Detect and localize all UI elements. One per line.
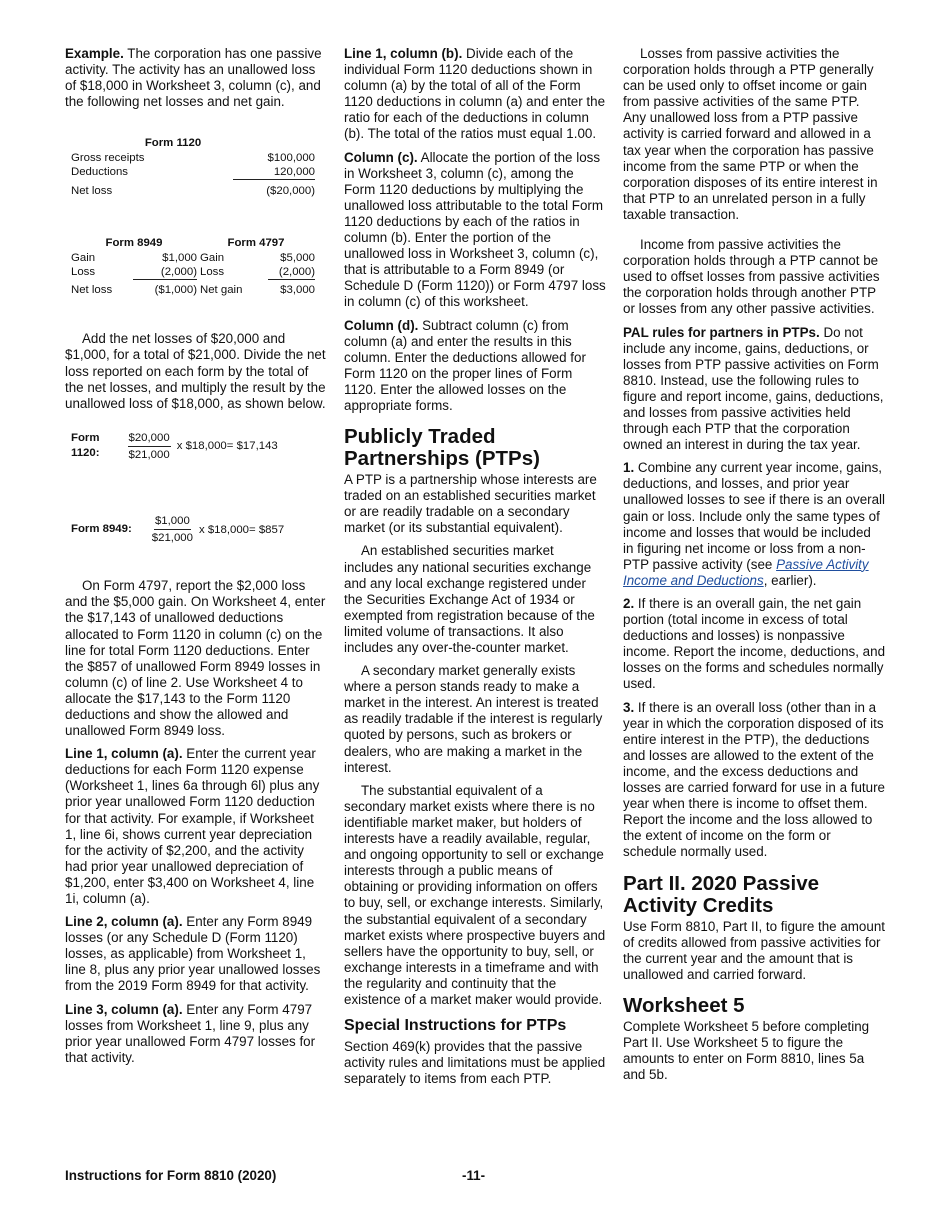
calc-label	[71, 431, 100, 461]
form-1120-table	[71, 136, 315, 198]
form-4797-paragraph: On Form 4797, report the $2,000 loss and the $5,000 gain. On Worksheet 4, enter the $17,143 of unallowed deductions allocated to Form 1120 in column (c) on the line for total Form 1120 deductions. Enter the $857 of unallowed Form 8949 losses in column (c) of line 2. Use Worksheet 4 to allocate the $17,143 to the Form 1120 deductions and show the allowed and unallowed Form 8949 loss.	[65, 578, 326, 739]
numerator: $20,000	[128, 430, 171, 447]
worksheet-5-heading: Worksheet 5	[623, 993, 745, 1017]
column-right	[623, 46, 885, 1090]
table-row	[71, 151, 315, 165]
calc-label-line: Form	[71, 432, 100, 445]
ptp-heading: Publicly Traded Partnerships (PTPs)	[344, 425, 540, 471]
substantial-equivalent-paragraph: The substantial equivalent of a secondary market exists where there is no identifiable market maker, but holders of interests have a readily available, regular, and ongoing opportunity to sell or exchange interests through a public means of obtaining or providing information on offers to buy, sell, or exchange interests. Similarly, the substantial equivalent of a secondary market exists where prospective buyers and sellers have the opportunity to buy, sell, or exchange interests in a timeframe and with the regularity and continuity that the existence of a market maker would provide.	[344, 782, 606, 1007]
passive-activity-income-link[interactable]: Passive Activity Income and Deductions	[623, 556, 869, 588]
table-row	[71, 251, 315, 265]
row-value: (2,000)	[268, 265, 315, 280]
paragraph-text: Combine any current year income, gains, deductions, and losses, and prior year unallowed losses to see if there is an overall gain or loss. Include only the same types of income and losses that would be included in figuring net income or loss from a non-PTP passive activity (see	[623, 460, 886, 572]
ptp-losses-paragraph: Losses from passive activities the corporation holds through a PTP generally can be used only to offset income or gain from passive activities of the same PTP. Any unallowed loss from a PTP passive activity is carried forward and allowed in a tax year when the corporation has passive income from the same PTP or when the corporation disposes of its entire interest in that PTP to an unrelated person in a fully taxable transaction.	[623, 46, 878, 222]
row-label: Net loss	[71, 185, 113, 198]
rule-number: 3.	[623, 699, 635, 715]
paragraph-text: , earlier).	[763, 572, 817, 588]
denominator: $21,000	[128, 448, 170, 461]
paragraph-lead: Column (c).	[344, 149, 418, 165]
denominator: $21,000	[151, 532, 193, 545]
row-label: Gain	[71, 252, 96, 265]
example-text: The corporation has one passive activity. The activity has an unallowed loss of $18,000 in Worksheet 3, column (c), and the following net losses and net gain.	[65, 46, 322, 110]
form-4797-title: Form 4797	[227, 237, 285, 250]
paragraph-lead: Line 2, column (a).	[65, 914, 183, 930]
column-left	[65, 46, 327, 1073]
worksheet-5-paragraph: Complete Worksheet 5 before completing Part II. Use Worksheet 5 to figure the amounts to enter on Form 8810, lines 5a and 5b.	[623, 1018, 870, 1083]
multiplier: x $18,000	[176, 440, 227, 453]
line-1-col-b-paragraph	[344, 46, 606, 143]
table-row	[71, 265, 315, 280]
calc-label-line: 1120:	[71, 447, 100, 460]
form-1120-title: Form 1120	[144, 137, 202, 150]
line-2-col-a-paragraph	[65, 914, 327, 994]
paragraph-text: If there is an overall gain, the net gain portion (total income in excess of total deductions and losses) is nonpassive income. Report the income, deductions, and losses on the forms and schedules normally used.	[623, 596, 886, 692]
part-ii-heading: Part II. 2020 Passive Activity Credits	[623, 871, 820, 917]
line-1-col-a-paragraph	[65, 746, 327, 907]
special-instructions-heading: Special Instructions for PTPs	[344, 1017, 567, 1035]
form-8949-title: Form 8949	[105, 237, 163, 250]
paragraph-lead: Line 3, column (a).	[65, 1001, 183, 1017]
part-ii-paragraph: Use Form 8810, Part II, to figure the amount of credits allowed from passive activities for the current year and the amount that is unallowed and carried forward.	[623, 918, 885, 982]
result: = $857	[249, 523, 285, 536]
paragraph-lead: Column (d).	[344, 317, 419, 333]
paragraph-lead: Line 1, column (a).	[65, 746, 183, 762]
row-value: ($20,000)	[266, 185, 315, 198]
rule-number: 2.	[623, 596, 635, 611]
paragraph-text: Subtract column (c) from column (a) and enter the results in this column. Enter the deductions allowed for Form 1120 on the proper lines of Form 1120. Enter the allowed losses on the appropriate forms.	[344, 317, 586, 413]
securities-market-paragraph: An established securities market includes any national securities exchange and any local exchange registered under the Securities Exchange Act of 1934 or exempted from registration because of the limited volume of transactions. It also includes any over-the-counter market.	[344, 543, 595, 655]
result: = $17,143	[226, 440, 278, 453]
table-row	[71, 184, 315, 198]
paragraph-text: If there is an overall loss (other than in a year in which the corporation disposed of its entire interest in the PTP), the deductions and losses are allowed to the extent of the income, and the excess deductions and losses are carried forward for use in a future year when there is income to offset them. Report the income and the loss allowed to the extent of income on the form or schedule normally used.	[623, 699, 885, 860]
paragraph-lead: Line 1, column (b).	[344, 46, 463, 61]
pal-rules-paragraph	[623, 325, 885, 454]
calc-label: Form 8949:	[71, 523, 132, 536]
example-paragraph	[65, 46, 327, 110]
form-8949-4797-table	[71, 236, 315, 297]
rule-2-paragraph	[623, 596, 885, 693]
ptp-income-paragraph: Income from passive activities the corporation holds through a PTP cannot be used to offset losses from passive activities the corporation holds through another PTP or losses from any other passive activities.	[623, 237, 880, 317]
page-number: -11-	[462, 1168, 486, 1183]
line-3-col-a-paragraph	[65, 1002, 327, 1066]
row-value: $3,000	[280, 284, 315, 297]
secondary-market-paragraph: A secondary market generally exists where a person stands ready to make a market in the interest. An interest is treated as readily tradable if the interest is regularly quoted by persons, such as brokers or dealers, who are making a market in the interest.	[344, 663, 603, 775]
table-row	[71, 165, 315, 180]
fraction	[152, 513, 193, 546]
add-losses-paragraph: Add the net losses of $20,000 and $1,000, for a total of $21,000. Divide the net loss reported on each form by the total of the net losses, and multiply the result by the unallowed loss of $18,000, as shown below.	[65, 331, 326, 411]
numerator: $1,000	[154, 513, 191, 530]
row-label: Net gain	[200, 284, 243, 297]
rule-1-paragraph	[623, 460, 885, 589]
row-label: Deductions	[71, 166, 128, 179]
row-value: $5,000	[280, 252, 315, 265]
table-header	[71, 236, 315, 250]
row-label: Gross receipts	[71, 152, 145, 165]
column-d-paragraph	[344, 318, 606, 415]
column-middle	[344, 46, 606, 1094]
fraction	[128, 430, 171, 463]
row-label: Loss	[71, 266, 96, 279]
paragraph-text: Enter any Form 4797 losses from Worksheet 1, line 9, plus any prior year unallowed Form 4797 losses for that activity.	[65, 1001, 316, 1065]
table-row	[71, 283, 315, 297]
example-lead: Example.	[65, 46, 124, 61]
row-value: 120,000	[233, 165, 315, 180]
row-value: $1,000	[162, 252, 197, 265]
row-value: ($1,000)	[154, 284, 197, 297]
row-label: Gain	[200, 252, 225, 265]
special-instructions-paragraph: Section 469(k) provides that the passive activity rules and limitations must be applied separately to items from each PTP.	[344, 1039, 606, 1087]
row-value: $100,000	[267, 152, 315, 165]
row-label: Net loss	[71, 284, 113, 297]
row-label: Loss	[200, 266, 225, 279]
footer-form-title: Instructions for Form 8810 (2020)	[65, 1168, 277, 1183]
row-value: (2,000)	[133, 265, 197, 280]
paragraph-text: Divide each of the individual Form 1120 deductions shown in column (a) by the total of all of the Form 1120 deductions in column (a) and enter the ratio for each of the deductions in column (b). The total of the ratios must equal 1.00.	[344, 46, 606, 142]
paragraph-lead: PAL rules for partners in PTPs.	[623, 324, 820, 340]
paragraph-text: Do not include any income, gains, deductions, or losses from PTP passive activities on Form 8810. Instead, use the following rules to figure and report income, gains, deductions, and losses from passive activities held through each PTP that the corporation owned an interest in during the tax year.	[623, 324, 884, 453]
paragraph-text: Enter the current year deductions for each Form 1120 expense (Worksheet 1, lines 6a through 6l) plus any prior year unallowed Form 1120 deduction for that activity. For example, if Worksheet 1, line 6i, shows current year depreciation for the activity of $2,200, and the activity had prior year unallowed depreciation of $1,200, enter $3,400 on Worksheet 4, line 1i, column (a).	[65, 746, 320, 906]
rule-number: 1.	[623, 460, 635, 476]
rule-3-paragraph	[623, 700, 885, 861]
paragraph-text: Allocate the portion of the loss in Worksheet 3, column (c), among the Form 1120 deductions by multiplying the unallowed loss attributable to the total Form 1120 deductions by each of the ratios in column (b). Enter the portion of the unallowed loss in Worksheet 3, column (c), that is attributable to a Form 8949 (or Schedule D (Form 1120)) or Form 4797 loss in column (c) of this worksheet.	[344, 149, 606, 310]
multiplier: x $18,000	[198, 523, 250, 536]
form-1120-calculation	[71, 430, 327, 463]
column-c-paragraph	[344, 150, 606, 311]
paragraph-text: Enter any Form 8949 losses (or any Schedule D (Form 1120) losses, as applicable) from Worksheet 1, line 8, plus any prior year unallowed losses from the 2019 Form 8949 for that activity.	[65, 914, 321, 994]
form-8949-calculation	[71, 513, 327, 546]
ptp-definition-paragraph: A PTP is a partnership whose interests are traded on an established securities market or are readily tradable on a secondary market (or its substantial equivalent).	[344, 472, 597, 536]
